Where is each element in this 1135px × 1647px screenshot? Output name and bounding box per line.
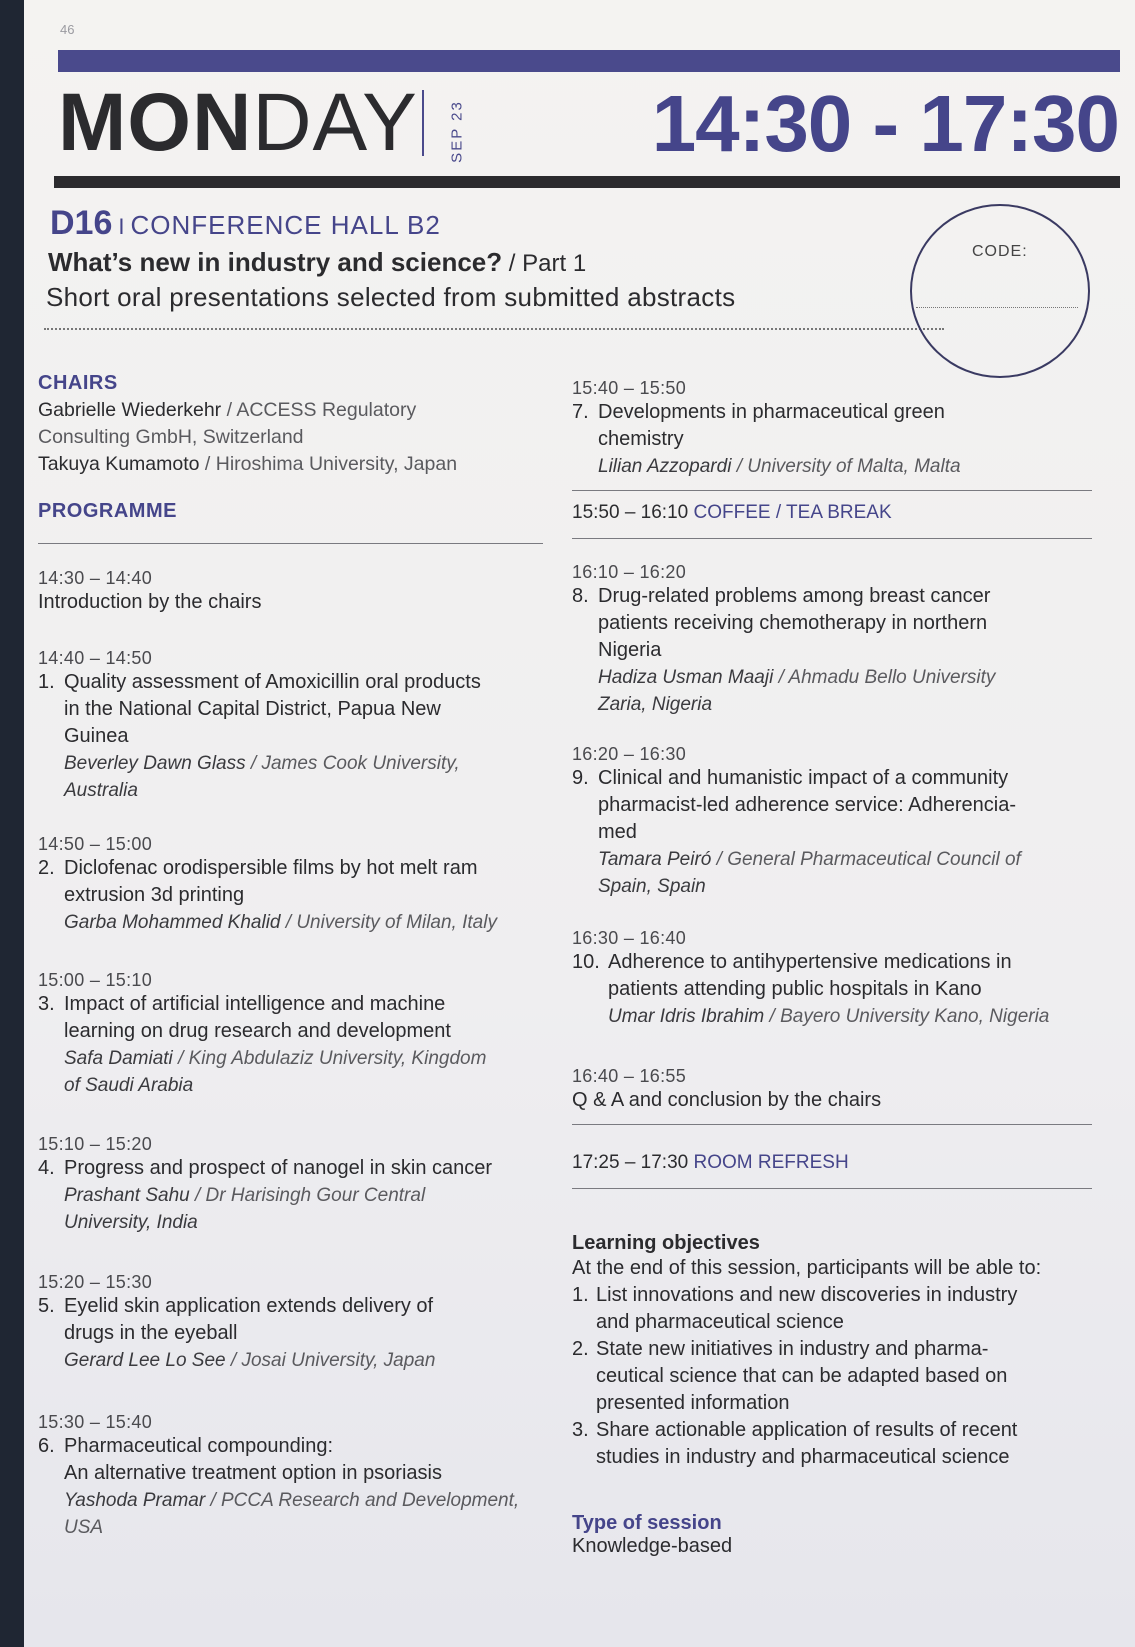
room-refresh-line: [572, 1152, 1092, 1174]
slot-item-10: [572, 928, 1092, 1030]
talk-speaker: [64, 1045, 558, 1072]
objective-line: ceutical science that can be adapted based on: [596, 1365, 1008, 1387]
talk-title-line: Quality assessment of Amoxicillin oral products: [64, 671, 481, 693]
speaker-affiliation: / James Cook University,: [250, 753, 460, 774]
slot-time: 15:10 – 15:20: [38, 1134, 153, 1154]
slot-item-5: [38, 1272, 558, 1374]
divider-rule: [572, 538, 1092, 539]
coffee-break: [572, 502, 1092, 539]
learning-objectives-intro: At the end of this session, participants will be able to:: [572, 1257, 1042, 1279]
speaker-name: Garba Mohammed Khalid: [64, 912, 281, 933]
session-separator: I: [118, 214, 125, 239]
talk-title-line: Drug-related problems among breast cancer: [598, 585, 991, 607]
session-id: [50, 206, 441, 240]
talk-title: [38, 991, 558, 1045]
slot-text: Introduction by the chairs: [38, 591, 262, 613]
chair-org-cont: Consulting GmbH, Switzerland: [38, 426, 304, 448]
talk-number: 4.: [38, 1157, 55, 1179]
break-time: 17:25 – 17:30: [572, 1152, 689, 1173]
objective-item: [572, 1282, 1092, 1336]
talk-number: 10.: [572, 951, 600, 973]
slot-time: 16:10 – 16:20: [572, 562, 687, 582]
slot-time: 15:40 – 15:50: [572, 378, 687, 398]
speaker-name: Lilian Azzopardi: [598, 456, 732, 477]
talk-speaker: [598, 453, 1092, 480]
slot-qa: [572, 1066, 1092, 1125]
talk-title-line: Impact of artificial intelligence and machine: [64, 993, 446, 1015]
talk-speaker: [64, 1182, 558, 1209]
objective-number: 2.: [572, 1338, 589, 1360]
talk-speaker: [608, 1003, 1092, 1030]
speaker-name: Beverley Dawn Glass: [64, 753, 246, 774]
slot-text: Q & A and conclusion by the chairs: [572, 1089, 882, 1111]
session-hall: CONFERENCE HALL B2: [130, 210, 441, 240]
speaker-name: Tamara Peiró: [598, 849, 712, 870]
header-rule: [54, 176, 1120, 188]
header-accent-bar: [58, 50, 1120, 72]
slot-time: 14:40 – 14:50: [38, 648, 153, 668]
chair-name: Gabrielle Wiederkehr: [38, 399, 222, 421]
chairs-block: [38, 372, 558, 478]
objective-line: List innovations and new discoveries in industry: [596, 1284, 1018, 1306]
speaker-name: Safa Damiati: [64, 1048, 173, 1069]
objective-number: 1.: [572, 1284, 589, 1306]
talk-title: [572, 399, 1092, 453]
programme-heading-block: [38, 500, 558, 544]
date-divider: [422, 90, 424, 156]
page-number: 46: [60, 22, 75, 37]
speaker-affiliation: / Ahmadu Bello University: [778, 667, 996, 688]
objective-item: [572, 1336, 1092, 1417]
talk-number: 7.: [572, 401, 589, 423]
slot-time: 15:20 – 15:30: [38, 1272, 153, 1292]
break-text: COFFEE / TEA BREAK: [693, 502, 892, 523]
chair-2: [38, 451, 558, 478]
talk-title-line: extrusion 3d printing: [64, 884, 245, 906]
slot-time: 16:30 – 16:40: [572, 928, 687, 948]
date-label: SEP 23: [448, 100, 466, 163]
talk-number: 3.: [38, 993, 55, 1015]
code-entry-circle[interactable]: [910, 204, 1090, 378]
speaker-affiliation-cont: of Saudi Arabia: [64, 1075, 194, 1096]
speaker-affiliation-cont: Zaria, Nigeria: [598, 694, 713, 715]
objective-line: studies in industry and pharmaceutical science: [596, 1446, 1010, 1468]
slot-intro: [38, 568, 558, 616]
speaker-affiliation: / University of Malta, Malta: [736, 456, 961, 477]
session-time-range: 14:30 - 17:30: [651, 79, 1119, 168]
talk-title: [38, 1433, 558, 1487]
talk-title-line: Diclofenac orodispersible films by hot melt ram: [64, 857, 478, 879]
talk-title-line: Guinea: [64, 725, 129, 747]
chair-name: Takuya Kumamoto: [38, 453, 200, 475]
type-of-session-heading: Type of session: [572, 1512, 722, 1534]
talk-title-line: Adherence to antihypertensive medications in: [608, 951, 1012, 973]
talk-title-line: Eyelid skin application extends delivery of: [64, 1295, 434, 1317]
slot-item-8: [572, 562, 1092, 718]
room-refresh: [572, 1152, 1092, 1189]
coffee-break-line: [572, 502, 1092, 524]
talk-title-line: learning on drug research and development: [64, 1020, 451, 1042]
divider-rule: [572, 490, 1092, 491]
talk-number: 8.: [572, 585, 589, 607]
session-title-text: What’s new in industry and science?: [48, 247, 503, 277]
slot-time: 15:30 – 15:40: [38, 1412, 153, 1432]
talk-number: 5.: [38, 1295, 55, 1317]
day-light: DAY: [252, 77, 418, 168]
speaker-affiliation-cont: Spain, Spain: [598, 876, 706, 897]
slot-item-3: [38, 970, 558, 1099]
break-time: 15:50 – 16:10: [572, 502, 689, 523]
talk-title-line: Nigeria: [598, 639, 662, 661]
speaker-affiliation: / Dr Harisingh Gour Central: [194, 1185, 426, 1206]
objective-number: 3.: [572, 1419, 589, 1441]
speaker-name: Yashoda Pramar: [64, 1490, 206, 1511]
chair-1: [38, 397, 558, 424]
talk-speaker: [64, 750, 558, 777]
code-label: CODE:: [972, 243, 1028, 260]
speaker-affiliation: / General Pharmaceutical Council of: [716, 849, 1021, 870]
slot-item-4: [38, 1134, 558, 1236]
talk-title-line: Developments in pharmaceutical green: [598, 401, 945, 423]
speaker-affiliation: / Josai University, Japan: [230, 1350, 436, 1371]
code-entry-line: [916, 307, 1078, 308]
talk-title: [38, 1155, 558, 1182]
dotted-divider: [44, 328, 944, 330]
learning-objectives-heading: Learning objectives: [572, 1232, 760, 1254]
programme-page: [24, 0, 1135, 1647]
talk-title: [38, 1293, 558, 1347]
objective-line: State new initiatives in industry and pharma-: [596, 1338, 989, 1360]
talk-speaker: [64, 1347, 558, 1374]
divider-rule: [572, 1124, 1092, 1125]
objective-item: [572, 1417, 1092, 1471]
talk-speaker: [64, 909, 558, 936]
divider-rule: [572, 1188, 1092, 1189]
slot-time: 16:20 – 16:30: [572, 744, 687, 764]
talk-title: [38, 855, 558, 909]
talk-title-line: pharmacist-led adherence service: Adherencia-: [598, 794, 1016, 816]
slot-item-6: [38, 1412, 558, 1541]
speaker-name: Gerard Lee Lo See: [64, 1350, 226, 1371]
speaker-affiliation: / Bayero University Kano, Nigeria: [769, 1006, 1050, 1027]
speaker-affiliation: / PCCA Research and Development, USA: [64, 1490, 520, 1538]
talk-speaker: [598, 664, 1092, 691]
talk-number: 6.: [38, 1435, 55, 1457]
talk-title-line: med: [598, 821, 637, 843]
type-of-session-value: Knowledge-based: [572, 1535, 733, 1557]
session-title: [48, 247, 586, 278]
slot-item-7: [572, 378, 1092, 491]
speaker-affiliation-cont: Australia: [64, 780, 138, 801]
slot-time: 14:50 – 15:00: [38, 834, 153, 854]
session-code: D16: [50, 204, 113, 242]
talk-title: [572, 949, 1092, 1003]
speaker-name: Hadiza Usman Maaji: [598, 667, 774, 688]
talk-number: 9.: [572, 767, 589, 789]
talk-title-line: Clinical and humanistic impact of a community: [598, 767, 1009, 789]
speaker-affiliation: / King Abdulaziz University, Kingdom: [178, 1048, 487, 1069]
programme-rule: [38, 543, 543, 544]
talk-title-line: patients attending public hospitals in Kano: [608, 978, 982, 1000]
type-of-session: [572, 1512, 1092, 1558]
talk-title: [572, 583, 1092, 664]
speaker-name: Prashant Sahu: [64, 1185, 190, 1206]
programme-heading: PROGRAMME: [38, 500, 177, 522]
talk-title: [38, 669, 558, 750]
talk-title-line: An alternative treatment option in psoriasis: [64, 1462, 442, 1484]
talk-title: [572, 765, 1092, 846]
speaker-name: Umar Idris Ibrahim: [608, 1006, 765, 1027]
speaker-affiliation: / University of Milan, Italy: [285, 912, 497, 933]
talk-title-line: in the National Capital District, Papua New: [64, 698, 441, 720]
speaker-affiliation-cont: University, India: [64, 1212, 198, 1233]
slot-time: 14:30 – 14:40: [38, 568, 153, 588]
talk-number: 2.: [38, 857, 55, 879]
talk-speaker: [64, 1487, 558, 1541]
slot-item-2: [38, 834, 558, 936]
talk-title-line: drugs in the eyeball: [64, 1322, 238, 1344]
talk-title-line: Pharmaceutical compounding:: [64, 1435, 334, 1457]
chair-org: / Hiroshima University, Japan: [199, 453, 458, 475]
day-title: [58, 77, 418, 168]
session-part: / Part 1: [502, 250, 587, 277]
session-subtitle: Short oral presentations selected from submitted abstracts: [46, 282, 736, 312]
slot-time: 16:40 – 16:55: [572, 1066, 687, 1086]
slot-item-1: [38, 648, 558, 804]
objective-line: Share actionable application of results of recent: [596, 1419, 1018, 1441]
slot-item-9: [572, 744, 1092, 900]
objective-line: presented information: [596, 1392, 790, 1414]
objective-line: and pharmaceutical science: [596, 1311, 844, 1333]
talk-speaker: [598, 846, 1092, 873]
chairs-heading: CHAIRS: [38, 372, 118, 394]
learning-objectives: [572, 1232, 1092, 1471]
talk-title-line: chemistry: [598, 428, 684, 450]
talk-title-line: patients receiving chemotherapy in northern: [598, 612, 988, 634]
chair-org: / ACCESS Regulatory: [221, 399, 417, 421]
slot-time: 15:00 – 15:10: [38, 970, 153, 990]
day-bold: MON: [58, 77, 253, 168]
talk-number: 1.: [38, 671, 55, 693]
break-text: ROOM REFRESH: [693, 1152, 849, 1173]
talk-title-line: Progress and prospect of nanogel in skin cancer: [64, 1157, 493, 1179]
